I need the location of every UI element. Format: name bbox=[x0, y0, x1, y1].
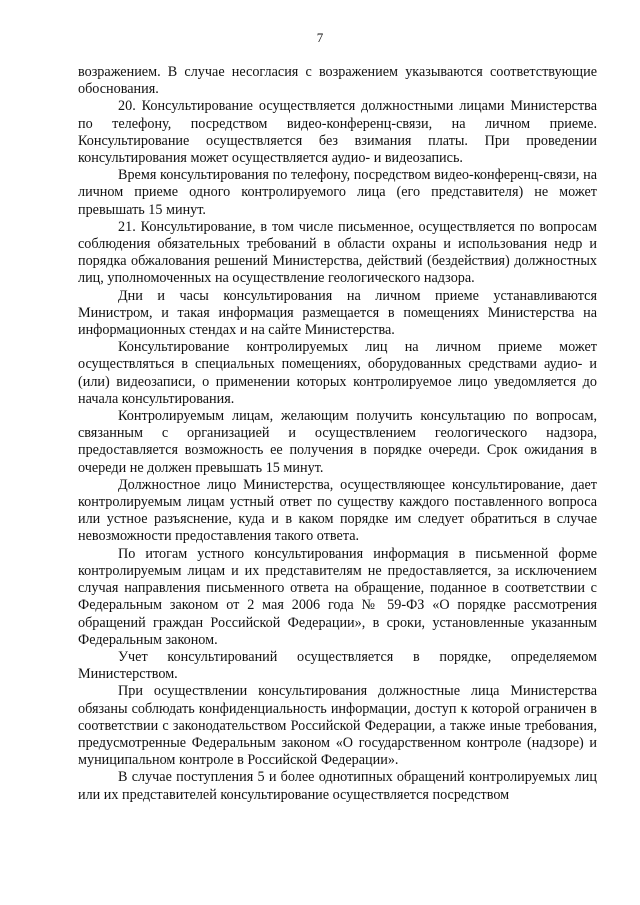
page-number: 7 bbox=[316, 30, 324, 45]
paragraph-special-rooms: Консультирование контролируемых лиц на личном приеме может осуществляться в специальных помещениях, оборудованных средствами аудио- и (или) видеозаписи, о применении которых контролируемое лицо уведомляется до начала консультирования. bbox=[78, 339, 597, 407]
paragraph-confidentiality: При осуществлении консультирования должностные лица Министерства обязаны соблюдать конфиденциальность информации, доступ к которой ограничен в соответствии с законодательством Российской Федерации, а также иные требования, предусмотренные Федеральным законом «О государственном контроле (надзоре) и муниципальном контроле в Российской Федерации». bbox=[78, 683, 597, 769]
paragraph-consultation-time: Время консультирования по телефону, посредством видео-конференц-связи, на личном приеме одного контролируемого лица (его представителя) не может превышать 15 минут. bbox=[78, 167, 597, 218]
paragraph-accounting: Учет консультирований осуществляется в порядке, определяемом Министерством. bbox=[78, 648, 597, 683]
paragraph-item-21: 21. Консультирование, в том числе письменное, осуществляется по вопросам соблюдения обязательных требований в области охраны и использования недр и порядка обжалования решений Министерства, действий (бездействия) должностных лиц, уполномоченных на осуществление геологического надзора. bbox=[78, 218, 597, 287]
paragraph-reception-days: Дни и часы консультирования на личном приеме устанавливаются Министром, и такая информация размещается в помещениях Министерства на информационных стендах и на сайте Министерства. bbox=[78, 287, 597, 339]
document-body bbox=[78, 64, 597, 804]
paragraph-oral-answer: Должностное лицо Министерства, осуществляющее консультирование, дает контролируемым лицам устный ответ по существу каждого поставленного вопроса или устное разъяснение, куда и в каком порядке им следует обратиться в случае невозможности предоставления такого ответа. bbox=[78, 476, 597, 545]
paragraph-queue: Контролируемым лицам, желающим получить консультацию по вопросам, связанным с организацией и осуществлением геологического надзора, предоставляется возможность ее получения в порядке очереди. Срок ожидания в очереди не должен превышать 15 минут. bbox=[78, 408, 597, 476]
paragraph-item-20: 20. Консультирование осуществляется должностными лицами Министерства по телефону, посредством видео-конференц-связи, на личном приеме. Консультирование осуществляется без взимания платы. При проведении консультирования может осуществляется аудио- и видеозапись. bbox=[78, 98, 597, 167]
paragraph-same-type-requests: В случае поступления 5 и более однотипных обращений контролируемых лиц или их представителей консультирование осуществляется посредством bbox=[78, 769, 597, 803]
paragraph-continuation: возражением. В случае несогласия с возражением указываются соответствующие обоснования. bbox=[78, 64, 597, 98]
paragraph-written-form: По итогам устного консультирования информация в письменной форме контролируемым лицам и их представителям не предоставляется, за исключением случая направления письменного ответа на обращение, поданное в соответствии с Федеральным законом от 2 мая 2006 года № 59-ФЗ «О порядке рассмотрения обращений граждан Российской Федерации», в сроки, установленные указанным Федеральным законом. bbox=[78, 545, 597, 648]
